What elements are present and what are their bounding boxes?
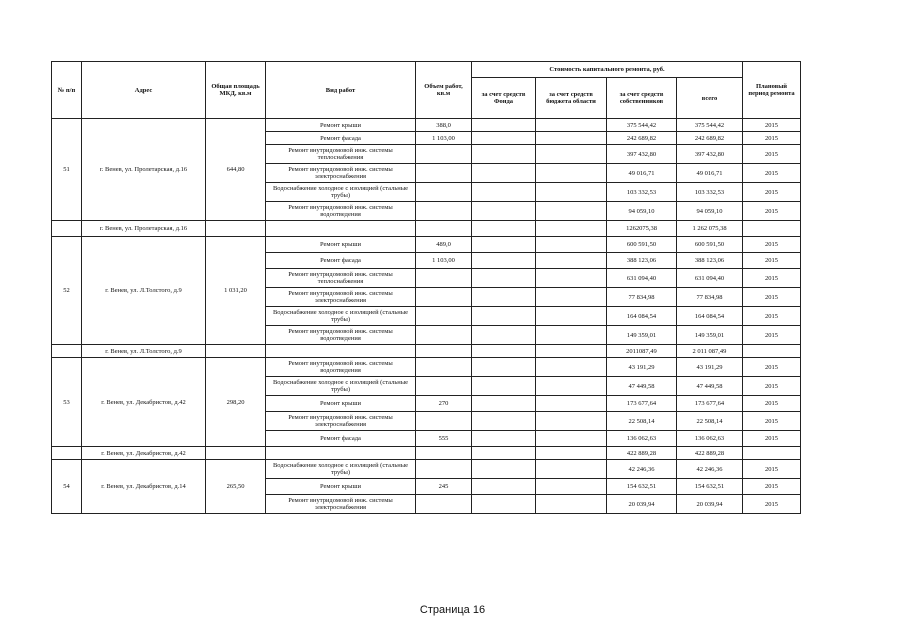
table-row — [52, 237, 801, 253]
total-period-cell — [743, 221, 801, 237]
header-owners: за счет средств собственников — [607, 78, 677, 119]
owners-cell: 173 677,64 — [607, 396, 677, 412]
region-cell — [536, 377, 607, 396]
header-total: всего — [677, 78, 743, 119]
volume-cell — [416, 145, 472, 164]
total-volume-cell — [416, 447, 472, 460]
total-volume-cell — [416, 345, 472, 358]
total-fund-cell — [472, 221, 536, 237]
fund-cell — [472, 145, 536, 164]
header-fund: за счет средств Фонда — [472, 78, 536, 119]
total-region-cell — [536, 447, 607, 460]
header-area: Общая площадь МКД, кв.м — [206, 62, 266, 119]
fund-cell — [472, 431, 536, 447]
owners-cell: 397 432,80 — [607, 145, 677, 164]
total-cell: 600 591,50 — [677, 237, 743, 253]
total-cell: 242 689,82 — [677, 132, 743, 145]
total-cell: 375 544,42 — [677, 119, 743, 132]
region-cell — [536, 145, 607, 164]
fund-cell — [472, 164, 536, 183]
owners-cell: 42 246,36 — [607, 460, 677, 479]
work-type-cell: Ремонт крыши — [266, 119, 416, 132]
work-type-cell: Водоснабжение холодное с изоляцией (стальные трубы) — [266, 460, 416, 479]
total-row — [52, 221, 801, 237]
period-cell: 2015 — [743, 479, 801, 495]
total-region-cell — [536, 345, 607, 358]
volume-cell — [416, 495, 472, 514]
fund-cell — [472, 269, 536, 288]
owners-cell: 375 544,42 — [607, 119, 677, 132]
volume-cell: 1 103,00 — [416, 253, 472, 269]
row-address: г. Венев, ул. Декабристов, д.42 — [82, 358, 206, 447]
total-sum: 422 889,28 — [677, 447, 743, 460]
region-cell — [536, 396, 607, 412]
total-area-cell — [206, 447, 266, 460]
owners-cell: 631 094,40 — [607, 269, 677, 288]
fund-cell — [472, 495, 536, 514]
total-cell: 173 677,64 — [677, 396, 743, 412]
volume-cell — [416, 307, 472, 326]
volume-cell — [416, 460, 472, 479]
fund-cell — [472, 132, 536, 145]
region-cell — [536, 202, 607, 221]
row-area: 1 031,20 — [206, 237, 266, 345]
fund-cell — [472, 460, 536, 479]
period-cell: 2015 — [743, 132, 801, 145]
fund-cell — [472, 253, 536, 269]
work-type-cell: Ремонт внутридомовой инж. системы водоотведения — [266, 326, 416, 345]
fund-cell — [472, 202, 536, 221]
volume-cell: 388,0 — [416, 119, 472, 132]
period-cell: 2015 — [743, 119, 801, 132]
total-area-cell — [206, 345, 266, 358]
table-row — [52, 119, 801, 132]
total-label: г. Венев, ул. Декабристов, д.42 — [82, 447, 206, 460]
volume-cell — [416, 288, 472, 307]
work-type-cell: Ремонт внутридомовой инж. системы теплоснабжения — [266, 269, 416, 288]
owners-cell: 242 689,82 — [607, 132, 677, 145]
region-cell — [536, 183, 607, 202]
total-cell: 149 359,01 — [677, 326, 743, 345]
total-period-cell — [743, 345, 801, 358]
fund-cell — [472, 396, 536, 412]
total-cell: 47 449,58 — [677, 377, 743, 396]
work-type-cell: Водоснабжение холодное с изоляцией (стальные трубы) — [266, 307, 416, 326]
volume-cell — [416, 164, 472, 183]
total-area-cell — [206, 221, 266, 237]
work-type-cell: Ремонт крыши — [266, 237, 416, 253]
volume-cell: 555 — [416, 431, 472, 447]
work-type-cell: Ремонт внутридомовой инж. системы водоотведения — [266, 202, 416, 221]
total-cell: 164 084,54 — [677, 307, 743, 326]
row-num: 51 — [52, 119, 82, 221]
work-type-cell: Водоснабжение холодное с изоляцией (стальные трубы) — [266, 183, 416, 202]
region-cell — [536, 164, 607, 183]
page-number: Страница 16 — [419, 604, 486, 616]
owners-cell: 136 062,63 — [607, 431, 677, 447]
owners-cell: 94 059,10 — [607, 202, 677, 221]
period-cell: 2015 — [743, 412, 801, 431]
header-cost-group: Стоимость капитального ремонта, руб. — [472, 62, 743, 78]
total-fund-cell — [472, 447, 536, 460]
header-work-type: Вид работ — [266, 62, 416, 119]
row-area: 265,50 — [206, 460, 266, 514]
fund-cell — [472, 119, 536, 132]
header-period: Плановый период ремонта — [743, 62, 801, 119]
owners-cell: 600 591,50 — [607, 237, 677, 253]
owners-cell: 103 332,53 — [607, 183, 677, 202]
work-type-cell: Ремонт внутридомовой инж. системы электроснабжения — [266, 495, 416, 514]
period-cell: 2015 — [743, 495, 801, 514]
total-cell: 154 632,51 — [677, 479, 743, 495]
period-cell: 2015 — [743, 164, 801, 183]
work-type-cell: Ремонт внутридомовой инж. системы электроснабжения — [266, 288, 416, 307]
row-num: 52 — [52, 237, 82, 345]
row-area: 644,80 — [206, 119, 266, 221]
region-cell — [536, 358, 607, 377]
row-num: 54 — [52, 460, 82, 514]
fund-cell — [472, 307, 536, 326]
region-cell — [536, 412, 607, 431]
total-work-cell — [266, 221, 416, 237]
owners-cell: 77 834,98 — [607, 288, 677, 307]
owners-cell: 20 039,94 — [607, 495, 677, 514]
total-cell: 136 062,63 — [677, 431, 743, 447]
total-cell: 20 039,94 — [677, 495, 743, 514]
owners-cell: 154 632,51 — [607, 479, 677, 495]
total-owners: 1262075,38 — [607, 221, 677, 237]
total-label: г. Венев, ул. Л.Толстого, д.9 — [82, 345, 206, 358]
period-cell: 2015 — [743, 396, 801, 412]
period-cell: 2015 — [743, 377, 801, 396]
volume-cell — [416, 269, 472, 288]
region-cell — [536, 288, 607, 307]
owners-cell: 22 508,14 — [607, 412, 677, 431]
total-label: г. Венев, ул. Пролетарская, д.16 — [82, 221, 206, 237]
work-type-cell: Ремонт внутридомовой инж. системы электроснабжения — [266, 412, 416, 431]
region-cell — [536, 431, 607, 447]
table-row — [52, 358, 801, 377]
capital-repair-table — [51, 61, 801, 514]
total-row — [52, 447, 801, 460]
work-type-cell: Ремонт крыши — [266, 479, 416, 495]
period-cell: 2015 — [743, 358, 801, 377]
work-type-cell: Ремонт фасада — [266, 132, 416, 145]
fund-cell — [472, 377, 536, 396]
owners-cell: 43 191,29 — [607, 358, 677, 377]
total-work-cell — [266, 447, 416, 460]
header-address: Адрес — [82, 62, 206, 119]
region-cell — [536, 253, 607, 269]
table-row — [52, 460, 801, 479]
volume-cell: 270 — [416, 396, 472, 412]
total-num-cell — [52, 447, 82, 460]
volume-cell — [416, 183, 472, 202]
total-fund-cell — [472, 345, 536, 358]
fund-cell — [472, 412, 536, 431]
region-cell — [536, 237, 607, 253]
region-cell — [536, 269, 607, 288]
total-sum: 2 011 087,49 — [677, 345, 743, 358]
total-period-cell — [743, 447, 801, 460]
fund-cell — [472, 183, 536, 202]
work-type-cell: Ремонт внутридомовой инж. системы теплоснабжения — [266, 145, 416, 164]
volume-cell: 489,0 — [416, 237, 472, 253]
work-type-cell: Ремонт крыши — [266, 396, 416, 412]
owners-cell: 47 449,58 — [607, 377, 677, 396]
owners-cell: 388 123,06 — [607, 253, 677, 269]
region-cell — [536, 326, 607, 345]
total-cell: 22 508,14 — [677, 412, 743, 431]
period-cell: 2015 — [743, 460, 801, 479]
row-address: г. Венев, ул. Пролетарская, д.16 — [82, 119, 206, 221]
period-cell: 2015 — [743, 237, 801, 253]
total-cell: 77 834,98 — [677, 288, 743, 307]
row-address: г. Венев, ул. Декабристов, д.14 — [82, 460, 206, 514]
total-cell: 42 246,36 — [677, 460, 743, 479]
owners-cell: 149 359,01 — [607, 326, 677, 345]
total-cell: 94 059,10 — [677, 202, 743, 221]
total-num-cell — [52, 345, 82, 358]
volume-cell — [416, 326, 472, 345]
header-num: № п/п — [52, 62, 82, 119]
total-row — [52, 345, 801, 358]
header-region: за счет средств бюджета области — [536, 78, 607, 119]
region-cell — [536, 307, 607, 326]
total-cell: 631 094,40 — [677, 269, 743, 288]
region-cell — [536, 495, 607, 514]
work-type-cell: Ремонт фасада — [266, 253, 416, 269]
period-cell: 2015 — [743, 202, 801, 221]
work-type-cell: Ремонт внутридомовой инж. системы электроснабжения — [266, 164, 416, 183]
work-type-cell: Ремонт внутридомовой инж. системы водоотведения — [266, 358, 416, 377]
work-type-cell: Ремонт фасада — [266, 431, 416, 447]
fund-cell — [472, 479, 536, 495]
period-cell: 2015 — [743, 431, 801, 447]
total-sum: 1 262 075,38 — [677, 221, 743, 237]
period-cell: 2015 — [743, 253, 801, 269]
period-cell: 2015 — [743, 183, 801, 202]
total-cell: 43 191,29 — [677, 358, 743, 377]
total-owners: 422 889,28 — [607, 447, 677, 460]
volume-cell: 1 103,00 — [416, 132, 472, 145]
period-cell: 2015 — [743, 307, 801, 326]
total-cell: 49 016,71 — [677, 164, 743, 183]
owners-cell: 49 016,71 — [607, 164, 677, 183]
fund-cell — [472, 237, 536, 253]
total-cell: 103 332,53 — [677, 183, 743, 202]
region-cell — [536, 132, 607, 145]
volume-cell: 245 — [416, 479, 472, 495]
total-num-cell — [52, 221, 82, 237]
row-num: 53 — [52, 358, 82, 447]
region-cell — [536, 460, 607, 479]
period-cell: 2015 — [743, 145, 801, 164]
volume-cell — [416, 202, 472, 221]
fund-cell — [472, 288, 536, 307]
row-address: г. Венев, ул. Л.Толстого, д.9 — [82, 237, 206, 345]
region-cell — [536, 119, 607, 132]
total-owners: 2011087,49 — [607, 345, 677, 358]
total-work-cell — [266, 345, 416, 358]
period-cell: 2015 — [743, 269, 801, 288]
period-cell: 2015 — [743, 288, 801, 307]
volume-cell — [416, 412, 472, 431]
work-type-cell: Водоснабжение холодное с изоляцией (стальные трубы) — [266, 377, 416, 396]
volume-cell — [416, 377, 472, 396]
total-cell: 388 123,06 — [677, 253, 743, 269]
period-cell: 2015 — [743, 326, 801, 345]
header-volume: Объем работ, кв.м — [416, 62, 472, 119]
fund-cell — [472, 326, 536, 345]
total-cell: 397 432,80 — [677, 145, 743, 164]
total-region-cell — [536, 221, 607, 237]
total-volume-cell — [416, 221, 472, 237]
fund-cell — [472, 358, 536, 377]
volume-cell — [416, 358, 472, 377]
region-cell — [536, 479, 607, 495]
owners-cell: 164 084,54 — [607, 307, 677, 326]
row-area: 298,20 — [206, 358, 266, 447]
